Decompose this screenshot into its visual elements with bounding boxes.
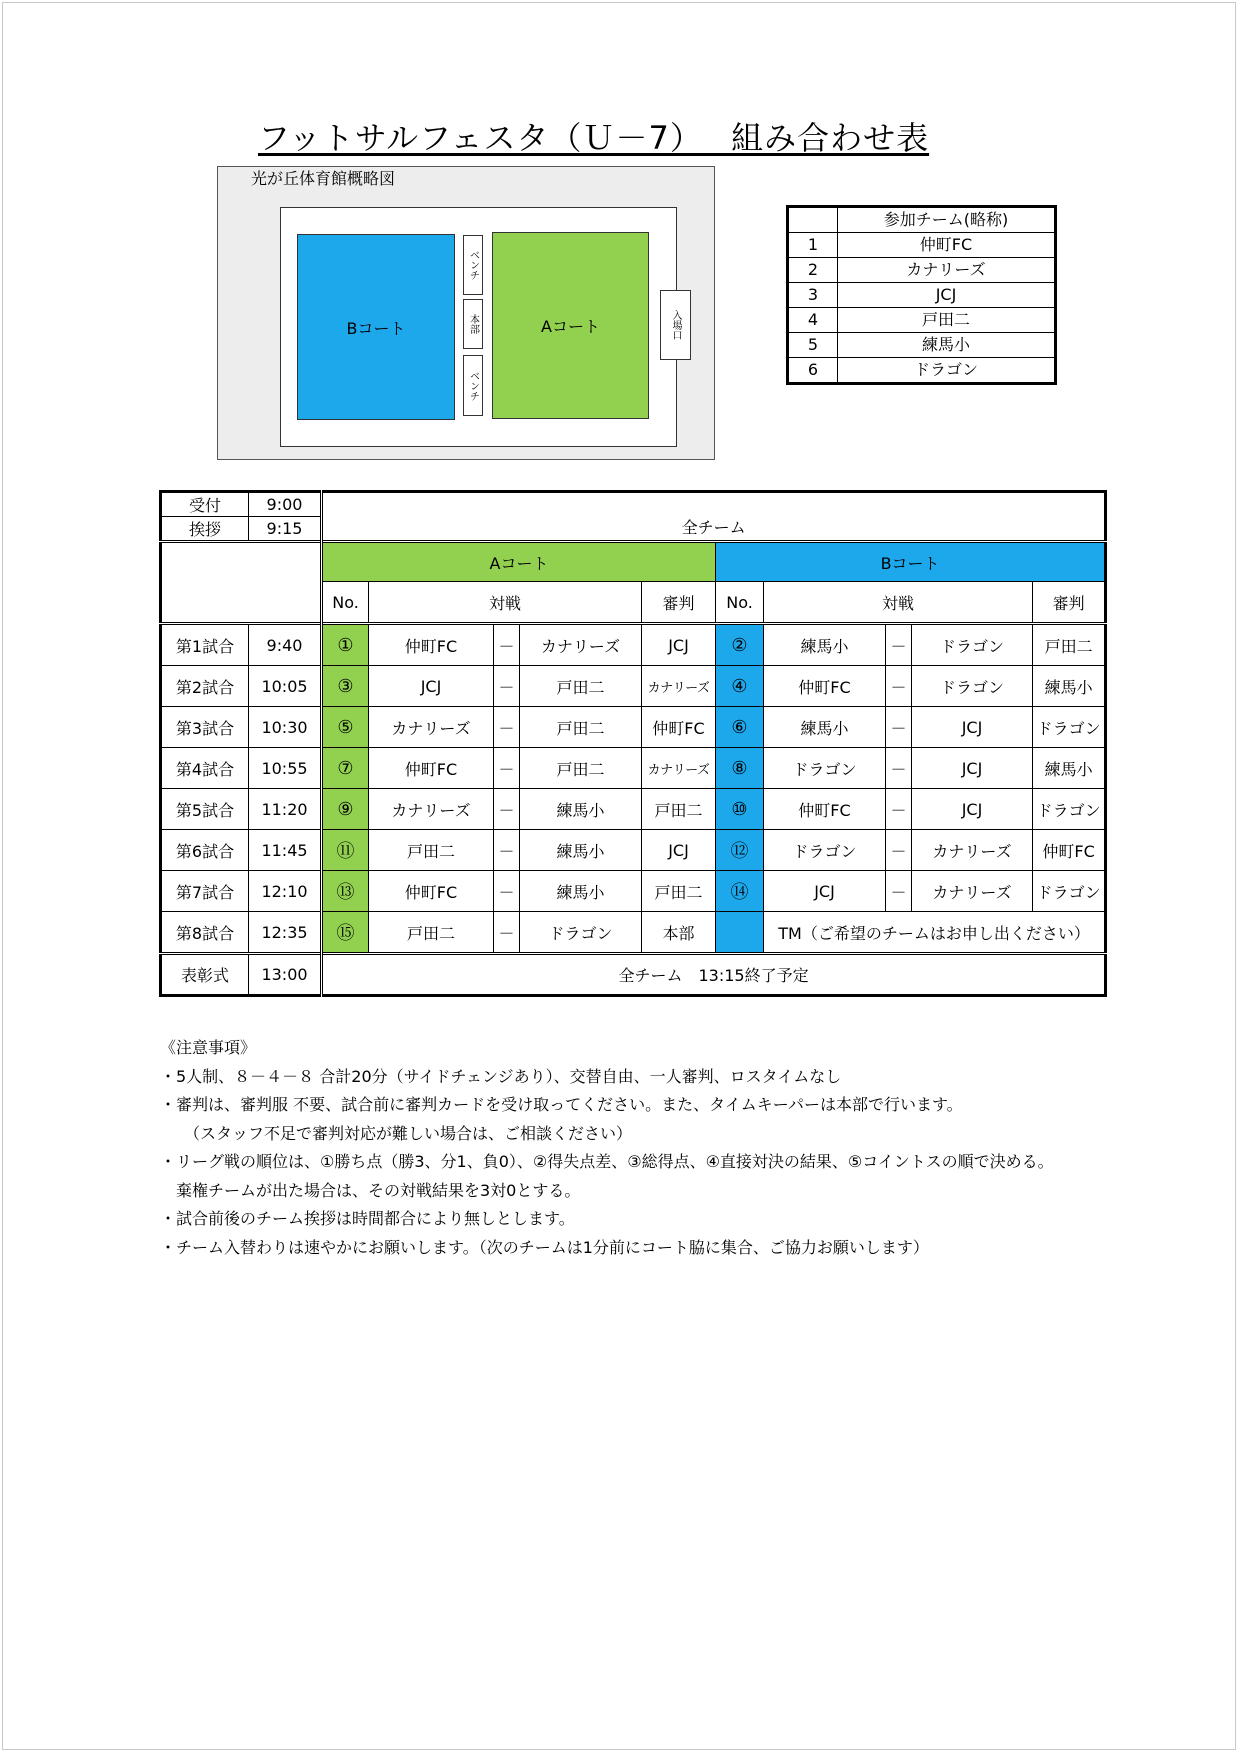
referee-b: ドラゴン — [1033, 789, 1106, 830]
home-team-a: 仲町FC — [369, 871, 494, 912]
reception-time: 9:00 — [249, 492, 322, 517]
match-no-b: ⑩ — [716, 789, 764, 830]
note-line: ・審判は、審判服 不要、試合前に審判カードを受け取ってください。また、タイムキーパーは本部で行います。 — [160, 1095, 963, 1114]
match-no-b: ⑥ — [716, 707, 764, 748]
court-a-area — [492, 232, 649, 419]
vs-dash: － — [494, 912, 520, 954]
match-time: 12:35 — [249, 912, 322, 954]
referee-b: 戸田二 — [1033, 624, 1106, 666]
vs-dash: － — [494, 666, 520, 707]
note-line: ・リーグ戦の順位は、①勝ち点（勝3、分1、負0）、②得失点差、③総得点、④直接対決の結果、⑤コイントスの順で決める。 — [160, 1152, 1054, 1171]
match-no-a: ⑬ — [322, 871, 369, 912]
match-no-b-empty — [716, 912, 764, 954]
award-time: 13:00 — [249, 954, 322, 996]
referee-b: ドラゴン — [1033, 707, 1106, 748]
match-row — [161, 830, 1106, 871]
note-line: ・試合前後のチーム挨拶は時間都合により無しとします。 — [160, 1209, 575, 1228]
vs-dash: － — [494, 830, 520, 871]
home-team-b: 練馬小 — [764, 624, 886, 666]
match-no-a: ⑨ — [322, 789, 369, 830]
team-row — [788, 283, 1056, 308]
reception-label: 受付 — [161, 492, 249, 517]
match-no-a: ① — [322, 624, 369, 666]
col-match-a: 対戦 — [369, 582, 642, 624]
team-name: 練馬小 — [838, 333, 1056, 358]
home-team-b: JCJ — [764, 871, 886, 912]
match-time: 9:40 — [249, 624, 322, 666]
match-row — [161, 748, 1106, 789]
court-header-row — [161, 542, 1106, 582]
col-no-a: No. — [322, 582, 369, 624]
away-team-a: ドラゴン — [520, 912, 642, 954]
match-row — [161, 666, 1106, 707]
match-label: 第3試合 — [161, 707, 249, 748]
note-line: 棄権チームが出た場合は、その対戦結果を3対0とする。 — [160, 1180, 581, 1200]
home-team-a: 戸田二 — [369, 912, 494, 954]
col-no-b: No. — [716, 582, 764, 624]
vs-dash: － — [886, 830, 912, 871]
home-team-a: カナリーズ — [369, 789, 494, 830]
referee-a: 戸田二 — [642, 871, 716, 912]
away-team-b: カナリーズ — [912, 830, 1033, 871]
home-team-b: ドラゴン — [764, 748, 886, 789]
match-label: 第2試合 — [161, 666, 249, 707]
match-no-a: ⑮ — [322, 912, 369, 954]
blank-header-cell — [161, 542, 322, 624]
match-label: 第1試合 — [161, 624, 249, 666]
team-name: JCJ — [838, 283, 1056, 308]
match-no-b: ⑭ — [716, 871, 764, 912]
match-no-a: ③ — [322, 666, 369, 707]
match-row — [161, 624, 1106, 666]
schedule-table — [159, 490, 1107, 997]
home-team-a: JCJ — [369, 666, 494, 707]
team-no: 4 — [788, 308, 838, 333]
team-name: 仲町FC — [838, 233, 1056, 258]
referee-a: 仲町FC — [642, 707, 716, 748]
match-label: 第8試合 — [161, 912, 249, 954]
away-team-b: カナリーズ — [912, 871, 1033, 912]
entrance-box: 入場口 — [660, 290, 691, 360]
team-row — [788, 308, 1056, 333]
bench-top: ベンチ — [463, 235, 483, 295]
match-time: 10:30 — [249, 707, 322, 748]
vs-dash: － — [886, 707, 912, 748]
away-team-a: 練馬小 — [520, 871, 642, 912]
match-time: 12:10 — [249, 871, 322, 912]
match-no-a: ⑤ — [322, 707, 369, 748]
away-team-b: JCJ — [912, 707, 1033, 748]
home-team-a: 仲町FC — [369, 624, 494, 666]
referee-b: 仲町FC — [1033, 830, 1106, 871]
away-team-a: 練馬小 — [520, 830, 642, 871]
vs-dash: － — [886, 666, 912, 707]
note-line: ・チーム入替わりは速やかにお願いします。（次のチームは1分前にコート脇に集合、ご協力お願いします） — [160, 1237, 929, 1257]
notes-heading: 《注意事項》 — [160, 1038, 257, 1057]
notes-section — [160, 1034, 1160, 1262]
away-team-b: JCJ — [912, 748, 1033, 789]
team-row — [788, 233, 1056, 258]
match-time: 11:45 — [249, 830, 322, 871]
team-name: ドラゴン — [838, 358, 1056, 384]
greeting-label: 挨拶 — [161, 517, 249, 542]
home-team-b: 仲町FC — [764, 666, 886, 707]
away-team-b: ドラゴン — [912, 624, 1033, 666]
match-label: 第6試合 — [161, 830, 249, 871]
note-line: ・5人制、８－４－８ 合計20分（サイドチェンジあり）、交替自由、一人審判、ロスタイムなし — [160, 1066, 842, 1086]
match-no-b: ⑧ — [716, 748, 764, 789]
award-note: 全チーム 13:15終了予定 — [322, 954, 1106, 996]
match-label: 第5試合 — [161, 789, 249, 830]
vs-dash: － — [886, 748, 912, 789]
court-b-label: Bコート — [346, 318, 406, 338]
referee-b: 練馬小 — [1033, 748, 1106, 789]
venue-map-label: 光が丘体育館概略図 — [251, 169, 396, 188]
referee-a: JCJ — [642, 830, 716, 871]
home-team-a: 戸田二 — [369, 830, 494, 871]
team-name: 戸田二 — [838, 308, 1056, 333]
team-name: カナリーズ — [838, 258, 1056, 283]
teams-table — [786, 205, 1057, 385]
all-teams-cell: 全チーム — [322, 492, 1106, 542]
match-no-a: ⑦ — [322, 748, 369, 789]
team-no: 2 — [788, 258, 838, 283]
team-no: 5 — [788, 333, 838, 358]
col-referee-b: 審判 — [1033, 582, 1106, 624]
vs-dash: － — [494, 789, 520, 830]
headquarters-box: 本部 — [463, 299, 483, 349]
match-row — [161, 871, 1106, 912]
page-title: フットサルフェスタ（Ｕ－7） 組み合わせ表 — [258, 119, 930, 157]
referee-b: ドラゴン — [1033, 871, 1106, 912]
teams-header-row — [788, 207, 1056, 233]
away-team-b: JCJ — [912, 789, 1033, 830]
col-match-b: 対戦 — [764, 582, 1033, 624]
match-time: 10:05 — [249, 666, 322, 707]
greeting-time: 9:15 — [249, 517, 322, 542]
court-a-label: Aコート — [541, 317, 600, 336]
home-team-b: 仲町FC — [764, 789, 886, 830]
referee-a: カナリーズ — [642, 748, 716, 789]
match-no-b: ④ — [716, 666, 764, 707]
match-row-8 — [161, 912, 1106, 954]
match-time: 10:55 — [249, 748, 322, 789]
referee-a: 本部 — [642, 912, 716, 954]
court-b-area — [297, 234, 455, 420]
referee-a: カナリーズ — [642, 666, 716, 707]
referee-a: 戸田二 — [642, 789, 716, 830]
court-b-header: Bコート — [716, 542, 1106, 582]
match-no-a: ⑪ — [322, 830, 369, 871]
away-team-a: 戸田二 — [520, 666, 642, 707]
team-no: 3 — [788, 283, 838, 308]
court-a-header: Aコート — [322, 542, 716, 582]
referee-a: JCJ — [642, 624, 716, 666]
home-team-a: 仲町FC — [369, 748, 494, 789]
reception-row — [161, 492, 1106, 517]
home-team-b: ドラゴン — [764, 830, 886, 871]
team-row — [788, 258, 1056, 283]
referee-b: 練馬小 — [1033, 666, 1106, 707]
match-label: 第4試合 — [161, 748, 249, 789]
home-team-b: 練馬小 — [764, 707, 886, 748]
vs-dash: － — [886, 624, 912, 666]
team-no: 1 — [788, 233, 838, 258]
vs-dash: － — [886, 871, 912, 912]
vs-dash: － — [494, 871, 520, 912]
teams-header: 参加チーム(略称) — [838, 207, 1056, 233]
award-label: 表彰式 — [161, 954, 249, 996]
team-row — [788, 333, 1056, 358]
team-row — [788, 358, 1056, 384]
bench-bottom: ベンチ — [463, 355, 483, 416]
team-no: 6 — [788, 358, 838, 384]
away-team-a: 練馬小 — [520, 789, 642, 830]
match-row — [161, 707, 1106, 748]
match-no-b: ② — [716, 624, 764, 666]
away-team-a: カナリーズ — [520, 624, 642, 666]
home-team-a: カナリーズ — [369, 707, 494, 748]
vs-dash: － — [494, 707, 520, 748]
match-no-b: ⑫ — [716, 830, 764, 871]
award-row — [161, 954, 1106, 996]
teams-header-blank — [788, 207, 838, 233]
match-row — [161, 789, 1106, 830]
vs-dash: － — [886, 789, 912, 830]
note-line: （スタッフ不足で審判対応が難しい場合は、ご相談ください） — [160, 1123, 633, 1143]
away-team-b: ドラゴン — [912, 666, 1033, 707]
match-time: 11:20 — [249, 789, 322, 830]
col-referee-a: 審判 — [642, 582, 716, 624]
match-label: 第7試合 — [161, 871, 249, 912]
away-team-a: 戸田二 — [520, 748, 642, 789]
away-team-a: 戸田二 — [520, 707, 642, 748]
training-match-note: TM（ご希望のチームはお申し出ください） — [764, 912, 1106, 954]
vs-dash: － — [494, 624, 520, 666]
vs-dash: － — [494, 748, 520, 789]
